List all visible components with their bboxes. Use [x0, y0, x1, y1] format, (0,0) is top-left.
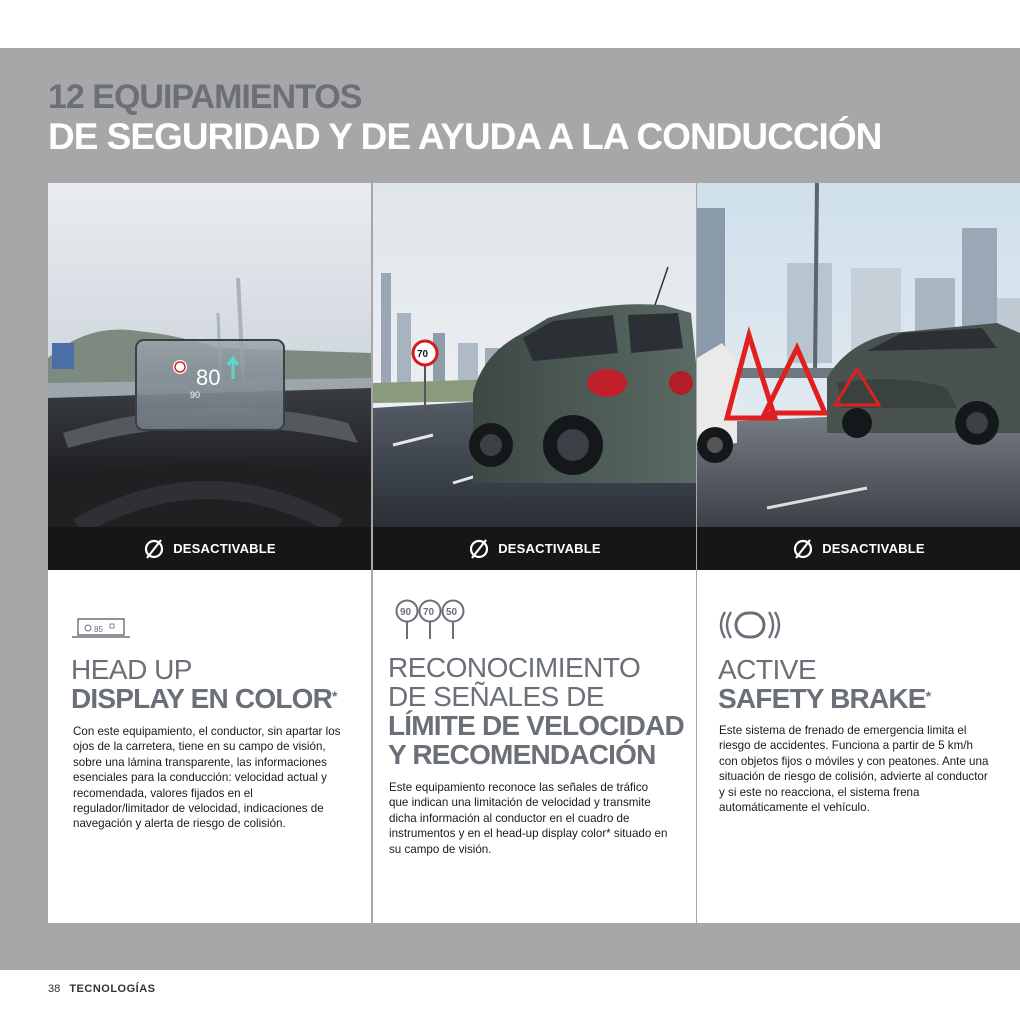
speed-limit-sign: 70 — [417, 349, 429, 360]
page-headline — [48, 78, 881, 158]
svg-text:50: 50 — [446, 607, 458, 618]
feature-title — [388, 653, 684, 769]
head-up-display-icon — [72, 615, 132, 646]
svg-text:85: 85 — [94, 625, 103, 634]
feature-title-bold: SAFETY BRAKE* — [718, 683, 931, 714]
page-footer — [48, 983, 155, 995]
feature-title-bold: LÍMITE DE VELOCIDAD — [388, 710, 684, 741]
section-name: TECNOLOGÍAS — [69, 983, 156, 995]
active-brake-icon — [717, 608, 783, 647]
svg-text:90: 90 — [400, 607, 412, 618]
deactivable-icon — [143, 538, 165, 560]
feature-description: Este equipamiento reconoce las señales de tráfico que indican una limitación de velocidad y transmite dicha información al conductor en el cuadro de instrumentos y en el head-up display color* situado en su campo de visión. — [389, 781, 668, 856]
feature-card-speed-sign-recognition — [373, 183, 696, 923]
deactivable-label: DESACTIVABLE — [822, 541, 925, 556]
headline-line-1: 12 EQUIPAMIENTOS — [48, 78, 362, 116]
deactivable-badge — [697, 527, 1020, 570]
deactivable-badge — [373, 527, 696, 570]
deactivable-icon — [468, 538, 490, 560]
speed-signs-icon — [395, 599, 471, 646]
speed-sign-recognition-photo — [373, 183, 696, 527]
feature-title-thin: ACTIVE — [718, 654, 817, 685]
hud-limit-reading: 90 — [190, 390, 201, 400]
active-safety-brake-photo — [697, 183, 1020, 527]
feature-description: Con este equipamiento, el conductor, sin apartar los ojos de la carretera, tiene en su campo de visión, sobre una lámina transparente, las informaciones esenciales para la conducción: velocidad actual y recomendada, valores fijados en el regulador/limitador de velocidad, indicaciones de navegación y alerta de riesgo de colisión. — [73, 725, 341, 831]
head-up-display-photo — [48, 183, 371, 527]
hud-speed-reading: 80 — [196, 365, 221, 390]
deactivable-icon — [792, 538, 814, 560]
feature-card-active-safety-brake — [697, 183, 1020, 923]
feature-title-bold: DISPLAY EN COLOR* — [71, 683, 337, 714]
svg-text:70: 70 — [423, 607, 435, 618]
headline-line-2: DE SEGURIDAD Y DE AYUDA A LA CONDUCCIÓN — [48, 116, 882, 157]
deactivable-label: DESACTIVABLE — [498, 541, 601, 556]
feature-title-thin: RECONOCIMIENTO — [388, 652, 641, 683]
deactivable-badge — [48, 527, 371, 570]
feature-title-bold: Y RECOMENDACIÓN — [388, 739, 656, 770]
feature-title-thin: DE SEÑALES DE — [388, 681, 605, 712]
feature-title-thin: HEAD UP — [71, 654, 192, 685]
feature-title — [718, 655, 930, 713]
feature-title — [71, 655, 337, 713]
deactivable-label: DESACTIVABLE — [173, 541, 276, 556]
page-number: 38 — [48, 983, 61, 995]
feature-description: Este sistema de frenado de emergencia limita el riesgo de accidentes. Funciona a partir de 5 km/h con objetos fijos o móviles y con peatones. Ante una situación de riesgo de colisión, advierte al conductor y si este no reacciona, el sistema frena automáticamente el vehículo. — [719, 724, 989, 815]
feature-card-head-up-display — [48, 183, 371, 923]
